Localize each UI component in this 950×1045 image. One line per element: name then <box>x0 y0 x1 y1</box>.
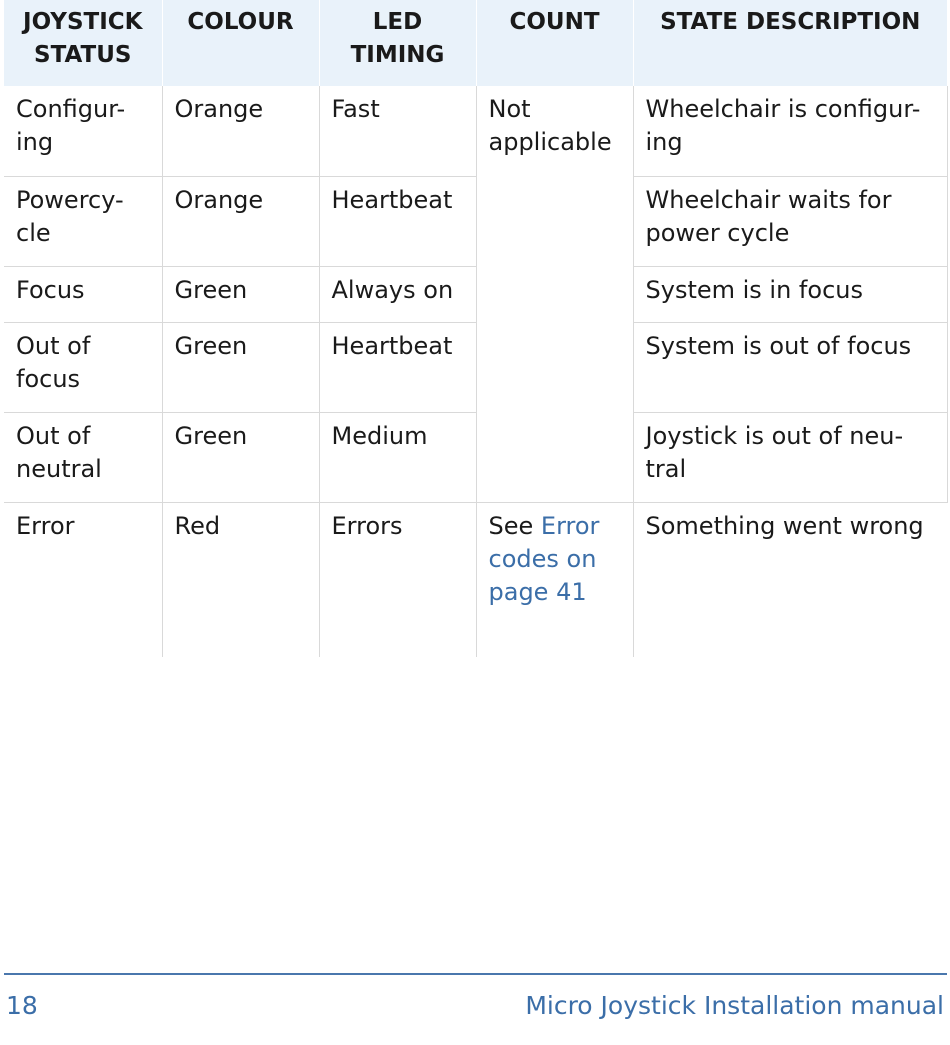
count-see-label: See <box>488 511 534 540</box>
cell-description: Something went wrong <box>633 502 947 657</box>
table-row <box>4 322 947 412</box>
cell-colour: Orange <box>162 176 319 266</box>
cell-status: Powercy-cle <box>4 176 162 266</box>
cell-status: Out of neutral <box>4 412 162 502</box>
header-colour: COLOUR <box>162 0 319 86</box>
cell-status: Out of focus <box>4 322 162 412</box>
cell-status: Error <box>4 502 162 657</box>
header-count: COUNT <box>476 0 633 86</box>
cell-colour: Red <box>162 502 319 657</box>
table-row <box>4 266 947 322</box>
table-row <box>4 502 947 657</box>
header-state-description: STATE DESCRIPTION <box>633 0 947 86</box>
cell-timing: Fast <box>319 86 476 176</box>
cell-count-not-applicable: Not applicable <box>476 86 633 502</box>
joystick-status-table <box>4 0 948 657</box>
cell-description: System is out of focus <box>633 322 947 412</box>
table-header-row <box>4 0 947 86</box>
table-row <box>4 176 947 266</box>
cell-timing: Errors <box>319 502 476 657</box>
error-codes-link[interactable]: Error codes on page 41 <box>488 511 600 606</box>
footer-divider <box>4 973 947 975</box>
cell-colour: Green <box>162 266 319 322</box>
cell-description: Joystick is out of neu-tral <box>633 412 947 502</box>
cell-timing: Heartbeat <box>319 176 476 266</box>
cell-timing: Heartbeat <box>319 322 476 412</box>
page-number: 18 <box>6 991 38 1020</box>
cell-colour: Orange <box>162 86 319 176</box>
cell-count-error <box>476 502 633 657</box>
cell-status: Focus <box>4 266 162 322</box>
cell-timing: Always on <box>319 266 476 322</box>
table-row <box>4 86 947 176</box>
cell-status: Configur-ing <box>16 95 126 156</box>
table-row <box>4 412 947 502</box>
cell-colour: Green <box>162 412 319 502</box>
header-led-timing: LED TIMING <box>319 0 476 86</box>
header-joystick-status: JOYSTICK STATUS <box>4 0 162 86</box>
cell-colour: Green <box>162 322 319 412</box>
cell-description: System is in focus <box>633 266 947 322</box>
cell-description: Wheelchair is configur-ing <box>633 86 947 176</box>
cell-description: Wheelchair waits for power cycle <box>633 176 947 266</box>
cell-timing: Medium <box>319 412 476 502</box>
manual-title: Micro Joystick Installation manual <box>525 991 944 1020</box>
